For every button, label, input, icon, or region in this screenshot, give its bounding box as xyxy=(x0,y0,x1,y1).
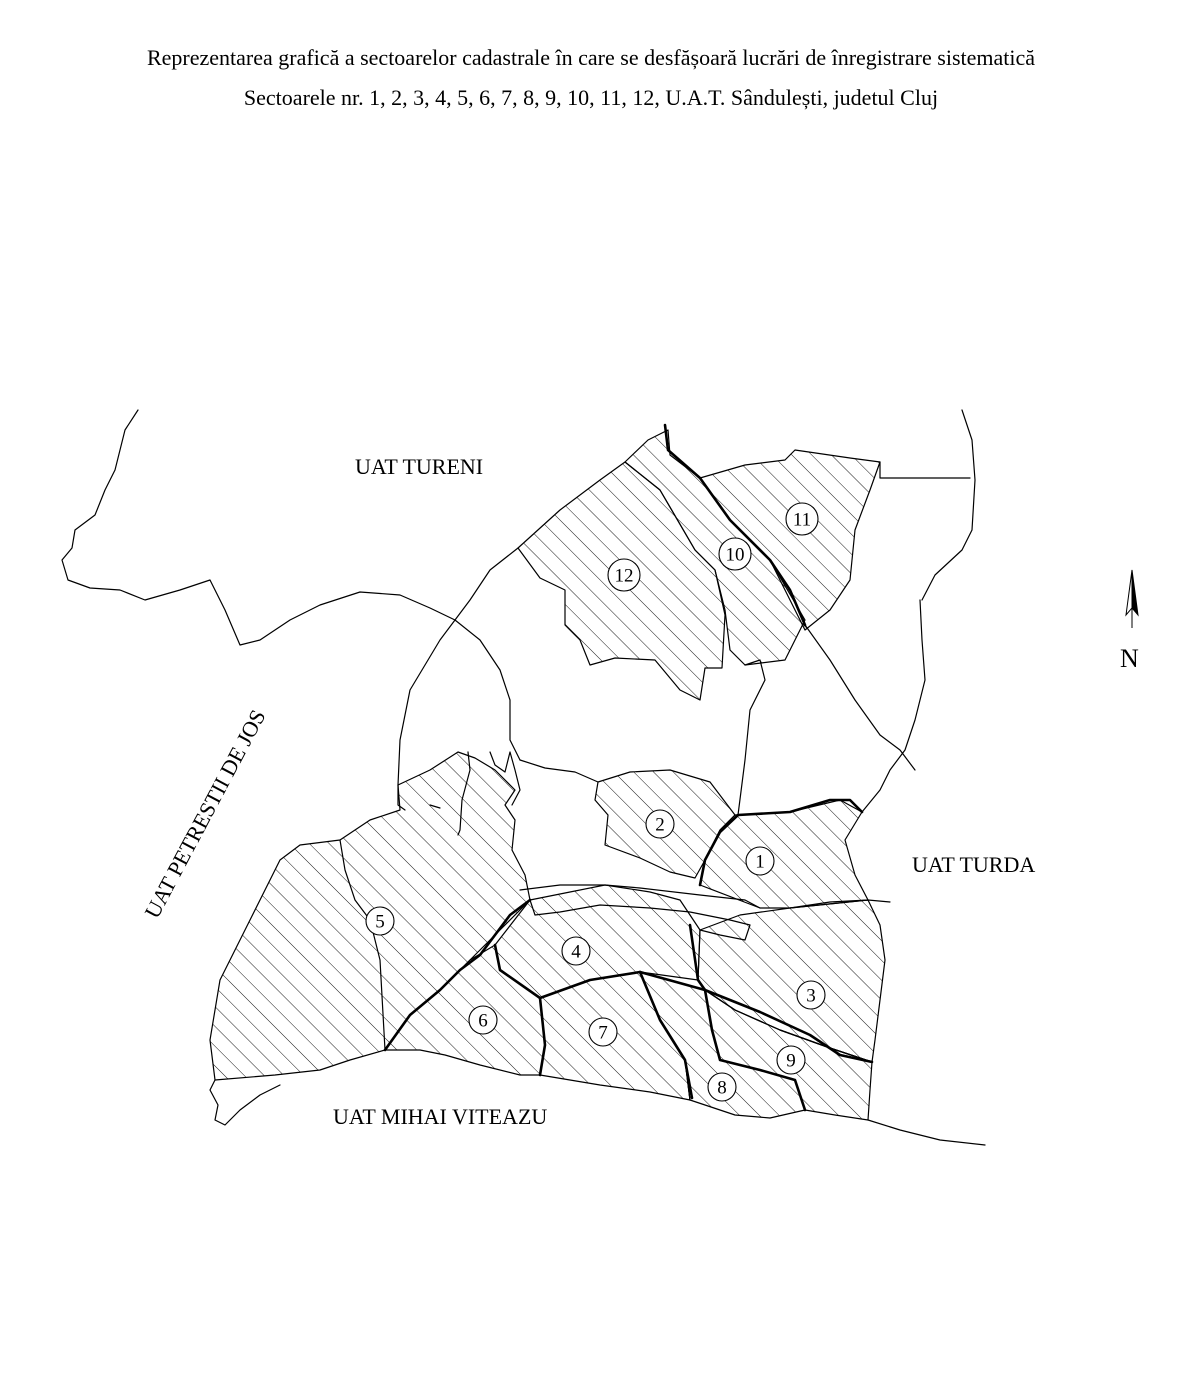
sector-number-6: 6 xyxy=(478,1010,488,1032)
sector-number-5: 5 xyxy=(375,911,385,933)
sector-number-7: 7 xyxy=(598,1022,608,1044)
north-arrow-icon xyxy=(1126,570,1138,628)
south-line xyxy=(210,1080,280,1125)
sector-number-10: 10 xyxy=(725,544,745,566)
sector-areas xyxy=(210,430,885,1120)
east-road xyxy=(805,625,915,770)
tureni-boundary-line xyxy=(62,410,518,645)
north-arrow-label: N xyxy=(1120,644,1139,673)
east-turda-line xyxy=(862,600,925,812)
label-uat-petrestii-de-jos: UAT PETRESTII DE JOS xyxy=(139,705,271,923)
north-east-curve xyxy=(922,410,975,600)
inner-line-a xyxy=(455,620,520,760)
north-east-line xyxy=(880,462,970,478)
sector-number-9: 9 xyxy=(786,1050,796,1072)
sector-number-8: 8 xyxy=(717,1077,727,1099)
sector-label-11[interactable] xyxy=(786,503,818,535)
label-uat-tureni: UAT TURENI xyxy=(355,454,484,479)
sector-label-10[interactable] xyxy=(719,538,751,570)
inner-river-line xyxy=(520,760,598,782)
east-line-upper xyxy=(738,660,765,815)
sector-label-12[interactable] xyxy=(608,559,640,591)
sector-label-5[interactable] xyxy=(366,907,394,935)
sector-number-3: 3 xyxy=(806,985,816,1007)
label-uat-mihai-viteazu: UAT MIHAI VITEAZU xyxy=(333,1104,548,1129)
sector-number-2: 2 xyxy=(655,814,665,836)
sector-label-7[interactable] xyxy=(589,1018,617,1046)
sector-label-6[interactable] xyxy=(469,1006,497,1034)
sector-label-9[interactable] xyxy=(777,1046,805,1074)
sector-label-8[interactable] xyxy=(708,1073,736,1101)
label-uat-turda: UAT TURDA xyxy=(912,852,1036,877)
sector-number-4: 4 xyxy=(571,941,581,963)
map-title-line-1: Reprezentarea grafică a sectoarelor cadastrale în care se desfășoară lucrări de înregistrare sistematică xyxy=(146,45,1036,70)
south-east-tail xyxy=(868,1120,985,1145)
sector-number-11: 11 xyxy=(792,509,812,531)
sector-label-2[interactable] xyxy=(646,810,674,838)
sector-number-12: 12 xyxy=(614,565,634,587)
sector-label-1[interactable] xyxy=(746,847,774,875)
map-title-line-2: Sectoarele nr. 1, 2, 3, 4, 5, 6, 7, 8, 9, 10, 11, 12, U.A.T. Sândulești, judetul Cluj xyxy=(243,85,939,110)
sector-label-4[interactable] xyxy=(562,937,590,965)
sector-number-1: 1 xyxy=(755,851,765,873)
sector-label-3[interactable] xyxy=(797,981,825,1009)
